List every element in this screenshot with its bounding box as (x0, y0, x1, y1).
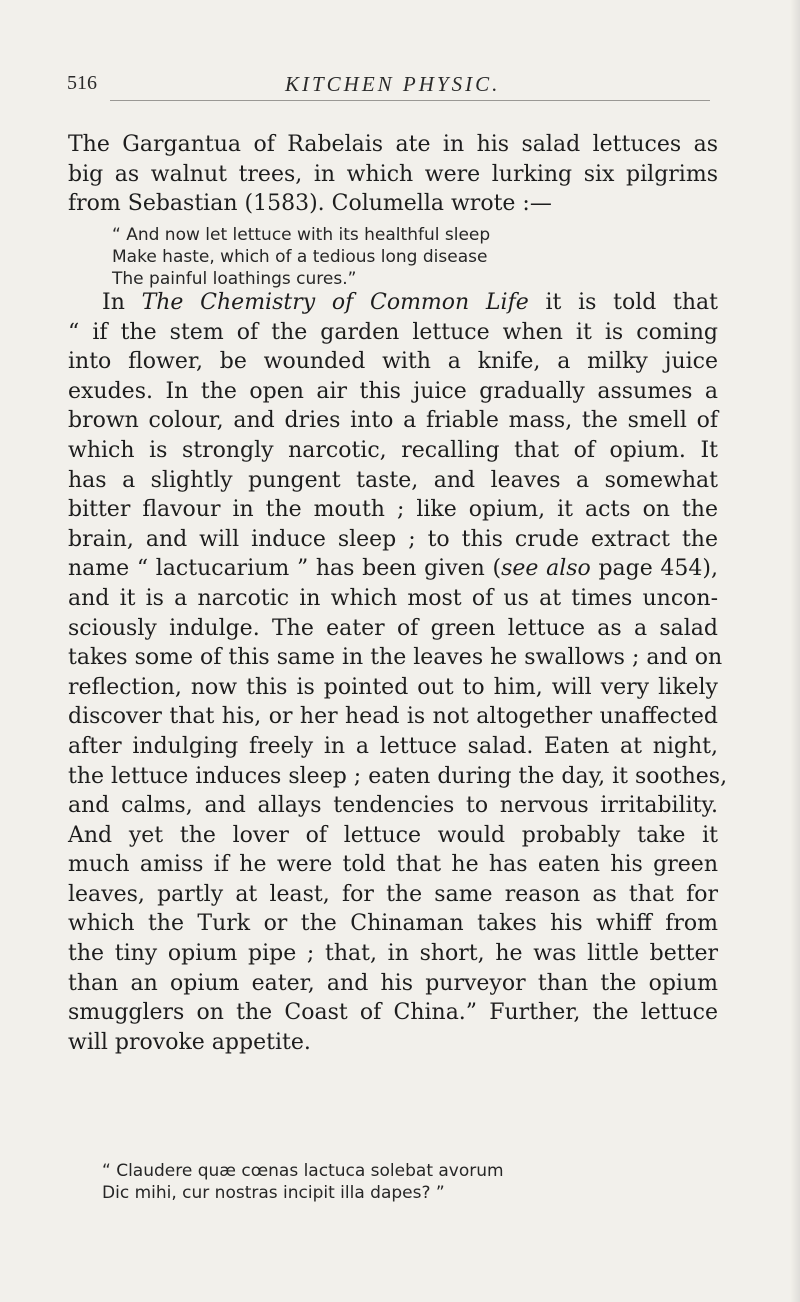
text-line: after indulging freely in a lettuce salad. Eaten at night, (68, 733, 718, 759)
text-line: leaves, partly at least, for the same reason as that for (68, 881, 718, 907)
page-edge-shadow (790, 0, 800, 1302)
text-line (68, 554, 718, 584)
text-line: than an opium eater, and his purveyor than the opium (68, 970, 718, 996)
text-line: and calms, and allays tendencies to nervous irritability. (68, 793, 718, 819)
quote-line: The painful loathings cures.” (112, 269, 357, 289)
text-line: reflection, now this is pointed out to him, will very likely (68, 674, 718, 700)
text-fragment: name “ lactucarium ” has been given ( (68, 556, 502, 582)
text-line: from Sebastian (1583). Columella wrote :— (68, 191, 552, 217)
text-line: And yet the lover of lettuce would probably take it (68, 822, 718, 848)
text-line: brain, and will induce sleep ; to this crude extract the (68, 526, 718, 552)
text-line: big as walnut trees, in which were lurking six pilgrims (68, 161, 718, 187)
book-title: The Chemistry of Common Life (141, 290, 529, 315)
columella-quote (112, 224, 672, 290)
text-line (68, 288, 718, 318)
text-line: discover that his, or her head is not altogether unaffected (68, 704, 718, 730)
text-line: the tiny opium pipe ; that, in short, he was little better (68, 941, 718, 967)
text-line: and it is a narcotic in which most of us at times uncon- (68, 585, 718, 611)
paragraph-chemistry (68, 288, 728, 1057)
text-fragment: In (102, 290, 142, 315)
text-line: brown colour, and dries into a friable mass, the smell of (68, 408, 718, 434)
text-fragment: page 454), (590, 556, 718, 582)
text-line: the lettuce induces sleep ; eaten during the day, it soothes, (68, 763, 728, 789)
page-number: 516 (67, 72, 97, 94)
text-line: “ if the stem of the garden lettuce when it is coming (68, 319, 718, 345)
text-line: takes some of this same in the leaves he swallows ; and on (68, 645, 723, 671)
running-head: KITCHEN PHYSIC. (285, 72, 501, 96)
text-line: will provoke appetite. (68, 1029, 311, 1055)
text-line: sciously indulge. The eater of green lettuce as a salad (68, 615, 718, 641)
italic-reference: see also (501, 556, 591, 582)
quote-line: Make haste, which of a tedious long disease (112, 247, 488, 267)
text-line: much amiss if he were told that he has eaten his green (68, 852, 718, 878)
text-line: into flower, be wounded with a knife, a milky juice (68, 349, 718, 375)
quote-line: “ Claudere quæ cœnas lactuca solebat avorum (102, 1161, 504, 1181)
text-line: smugglers on the Coast of China.” Further, the lettuce (68, 1000, 718, 1026)
paragraph-gargantua (68, 130, 718, 219)
text-line: The Gargantua of Rabelais ate in his salad lettuces as (68, 132, 718, 157)
quote-line: Dic mihi, cur nostras incipit illa dapes? ” (102, 1183, 445, 1203)
text-line: exudes. In the open air this juice gradually assumes a (68, 378, 718, 404)
latin-quote (102, 1160, 682, 1204)
text-line: has a slightly pungent taste, and leaves a somewhat (68, 467, 718, 493)
text-line: which the Turk or the Chinaman takes his whiff from (68, 911, 718, 937)
quote-line: “ And now let lettuce with its healthful sleep (112, 225, 491, 245)
header-rule (110, 100, 710, 101)
text-line: which is strongly narcotic, recalling that of opium. It (68, 437, 718, 463)
text-fragment: it is told that (528, 290, 719, 315)
text-line: bitter flavour in the mouth ; like opium, it acts on the (68, 497, 718, 523)
